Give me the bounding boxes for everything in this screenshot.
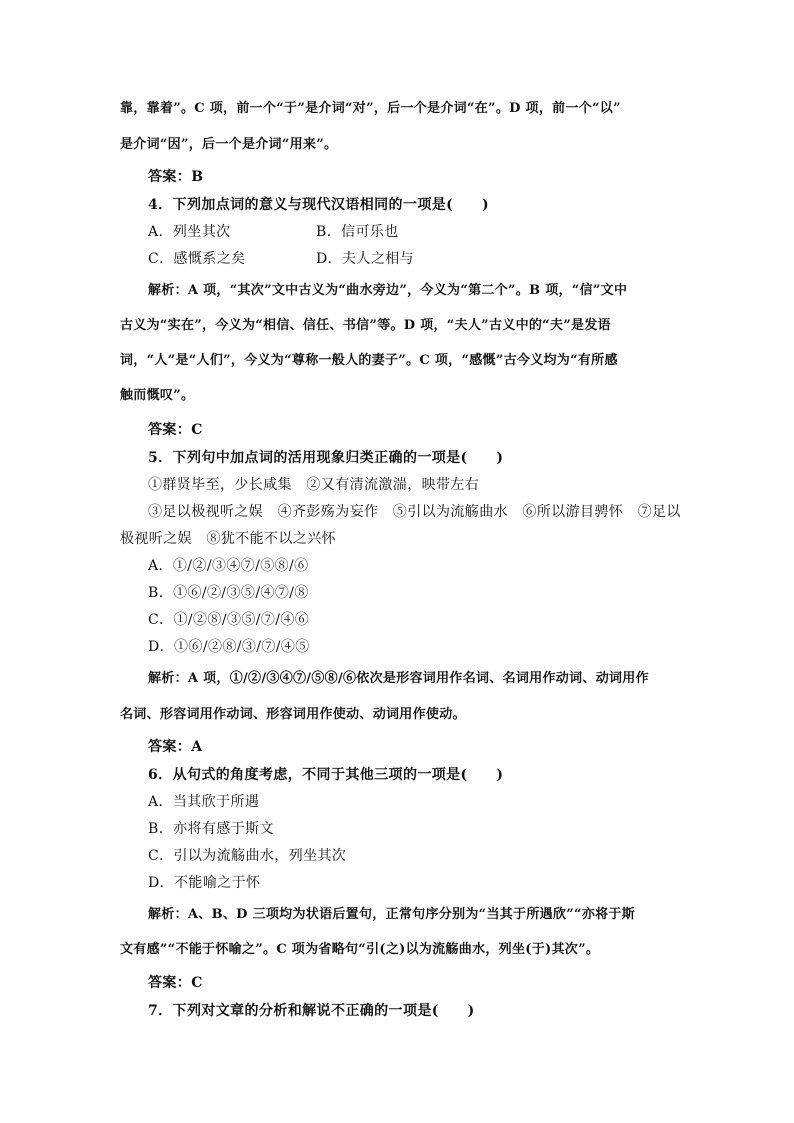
analysis-text-line: 是介词“因”，后一个是介词“用来”。	[120, 137, 338, 152]
analysis-text-line: 靠，靠着”。C 项，前一个“于”是介词“对”，后一个是介词“在”。D 项，前一个“以”	[120, 101, 621, 116]
question-4: 4．下列加点词的意义与现代汉语相同的一项是( )	[148, 197, 489, 213]
analysis-text-line: 解析：A、B、D 三项均为状语后置句，正常句序分别为“当其于所遇欣”“亦将于斯	[148, 907, 636, 922]
q5-choice-c: C．①/②⑧/③⑤/⑦/④⑥	[148, 612, 310, 628]
q6-choice-b: B．亦将有感于斯文	[148, 821, 274, 837]
q5-sentence-line: ①群贤毕至，少长咸集 ②又有清流激湍，映带左右	[148, 477, 480, 493]
analysis-text-line: 词，“人”是“人们”，今义为“尊称一般人的妻子”。C 项，“感慨”古今义均为“有所感	[120, 353, 618, 368]
question-6: 6．从句式的角度考虑，不同于其他三项的一项是( )	[148, 767, 504, 783]
q4-choice-c: C．感慨系之矣	[148, 251, 246, 267]
q4-choice-a: A．列坐其次	[148, 224, 231, 240]
analysis-text-line: 触而慨叹”。	[120, 388, 195, 403]
question-7: 7．下列对文章的分析和解说不正确的一项是( )	[148, 1003, 475, 1019]
q5-sentence-line: ③足以极视听之娱 ④齐彭殇为妄作 ⑤引以为流觞曲水 ⑥所以游目骋怀 ⑦足以	[148, 504, 681, 520]
answer-line: 答案：C	[148, 975, 203, 991]
answer-line: 答案：C	[148, 422, 203, 438]
q6-choice-d: D．不能喻之于怀	[148, 875, 261, 891]
analysis-text-line: 古义为“实在”，今义为“相信、信任、书信”等。D 项，“夫人”古义中的“夫”是发语	[120, 318, 611, 333]
answer-line: 答案：B	[148, 169, 204, 185]
analysis-text-line: 名词、形容词用作动词、形容词用作使动、动词用作使动。	[120, 707, 466, 722]
q4-choice-d: D．夫人之相与	[316, 251, 415, 267]
question-5: 5．下列句中加点词的活用现象归类正确的一项是( )	[148, 450, 504, 466]
q5-choice-b: B．①⑥/②/③⑤/④⑦/⑧	[148, 585, 309, 601]
analysis-text-line: 文有感”“不能于怀喻之”。C 项为省略句“引(之)以为流觞曲水，列坐(于)其次”。	[120, 942, 600, 957]
q5-choice-d: D．①⑥/②⑧/③/⑦/④⑤	[148, 639, 310, 655]
q5-sentence-line: 极视听之娱 ⑧犹不能不以之兴怀	[120, 531, 336, 547]
q4-choice-b: B．信可乐也	[316, 224, 399, 240]
analysis-text-line: 解析：A 项，“其次”文中古义为“曲水旁边”，今义为“第二个”。B 项，“信”文中	[148, 283, 628, 298]
answer-line: 答案：A	[148, 739, 203, 755]
q6-choice-a: A．当其欣于所遇	[148, 794, 260, 810]
q5-choice-a: A．①/②/③④⑦/⑤⑧/⑥	[148, 558, 309, 574]
q6-choice-c: C．引以为流觞曲水，列坐其次	[148, 848, 347, 864]
analysis-text-line: 解析：A 项，①/②/③④⑦/⑤⑧/⑥依次是形容词用作名词、名词用作动词、动词用作	[148, 671, 649, 686]
